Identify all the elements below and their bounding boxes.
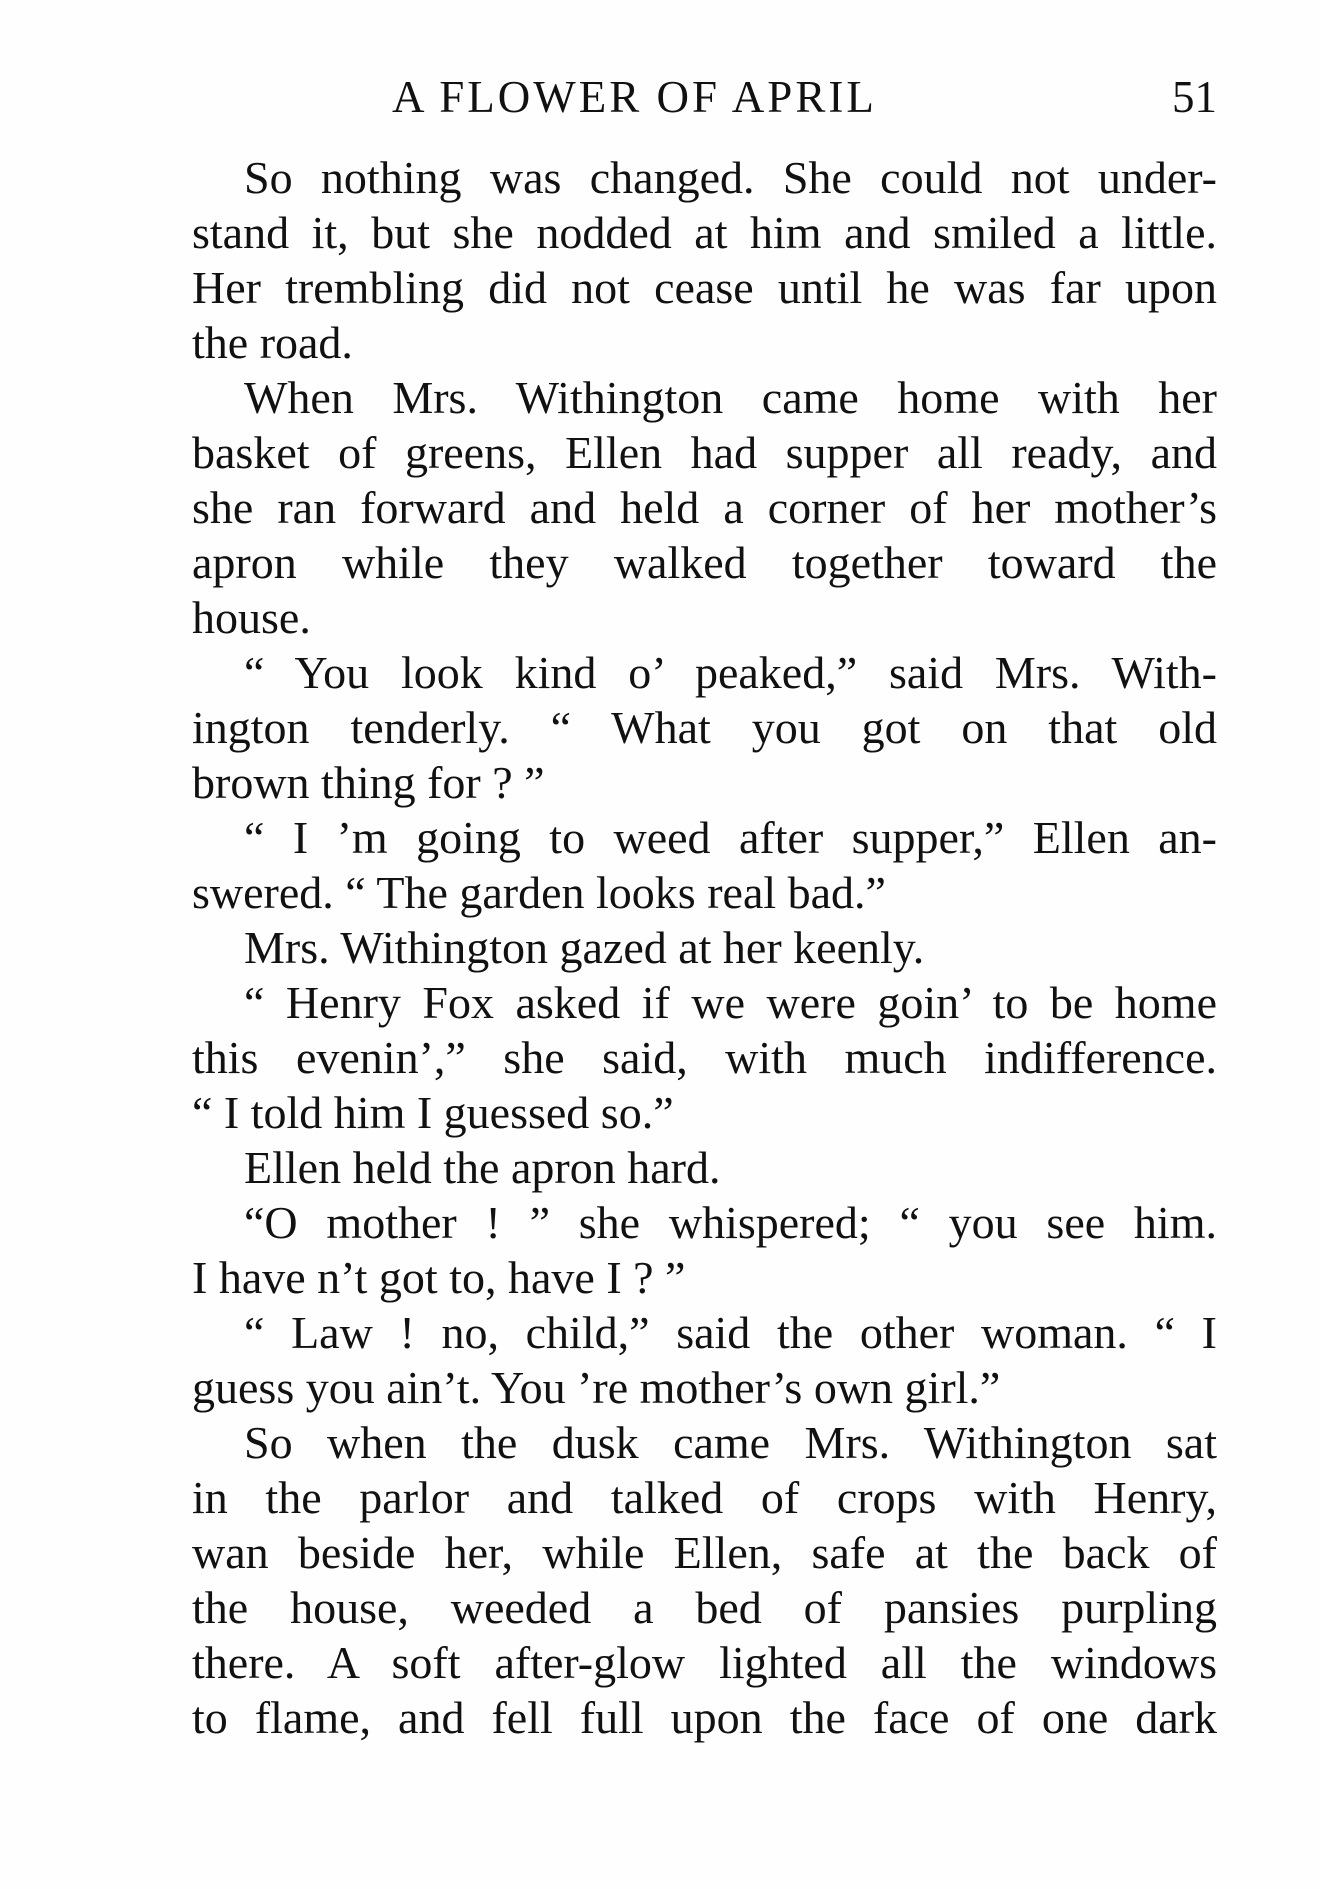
text-line: wan beside her, while Ellen, safe at the back of bbox=[192, 1527, 1217, 1578]
text-line: When Mrs. Withington came home with her bbox=[244, 372, 1217, 423]
text-line: basket of greens, Ellen had supper all ready, and bbox=[192, 427, 1217, 478]
text-line: “ I told him I guessed so.” bbox=[192, 1087, 674, 1138]
text-line: “ I ’m going to weed after supper,” Ellen an- bbox=[244, 812, 1217, 863]
text-line: I have n’t got to, have I ? ” bbox=[192, 1252, 686, 1303]
running-title: A FLOWER OF APRIL bbox=[392, 72, 877, 122]
text-line: “O mother ! ” she whispered; “ you see him. bbox=[244, 1197, 1217, 1248]
text-line: brown thing for ? ” bbox=[192, 757, 545, 808]
text-line: So when the dusk came Mrs. Withington sat bbox=[244, 1417, 1217, 1468]
text-line: Mrs. Withington gazed at her keenly. bbox=[244, 922, 925, 973]
text-line: house. bbox=[192, 592, 311, 643]
text-line: ington tenderly. “ What you got on that old bbox=[192, 702, 1217, 753]
text-line: to flame, and fell full upon the face of one dark bbox=[192, 1692, 1217, 1743]
text-line: swered. “ The garden looks real bad.” bbox=[192, 867, 886, 918]
text-line: Her trembling did not cease until he was far upon bbox=[192, 262, 1217, 313]
text-line: guess you ain’t. You ’re mother’s own girl.” bbox=[192, 1362, 1001, 1413]
text-line: “ Henry Fox asked if we were goin’ to be home bbox=[244, 977, 1217, 1028]
text-line: stand it, but she nodded at him and smiled a little. bbox=[192, 207, 1217, 258]
page-number: 51 bbox=[1172, 72, 1217, 122]
text-line: this evenin’,” she said, with much indifference. bbox=[192, 1032, 1217, 1083]
text-line: apron while they walked together toward the bbox=[192, 537, 1217, 588]
text-line: there. A soft after-glow lighted all the windows bbox=[192, 1637, 1217, 1688]
text-line: Ellen held the apron hard. bbox=[244, 1142, 721, 1193]
text-line: the house, weeded a bed of pansies purpling bbox=[192, 1582, 1217, 1633]
text-line: the road. bbox=[192, 317, 353, 368]
page-header bbox=[192, 62, 1217, 132]
text-line: So nothing was changed. She could not under- bbox=[244, 152, 1217, 203]
text-line: “ Law ! no, child,” said the other woman. “ I bbox=[244, 1307, 1217, 1358]
text-line: in the parlor and talked of crops with Henry, bbox=[192, 1472, 1217, 1523]
text-line: she ran forward and held a corner of her mother’s bbox=[192, 482, 1217, 533]
body-text bbox=[192, 150, 1217, 1745]
text-line: “ You look kind o’ peaked,” said Mrs. With- bbox=[244, 647, 1217, 698]
